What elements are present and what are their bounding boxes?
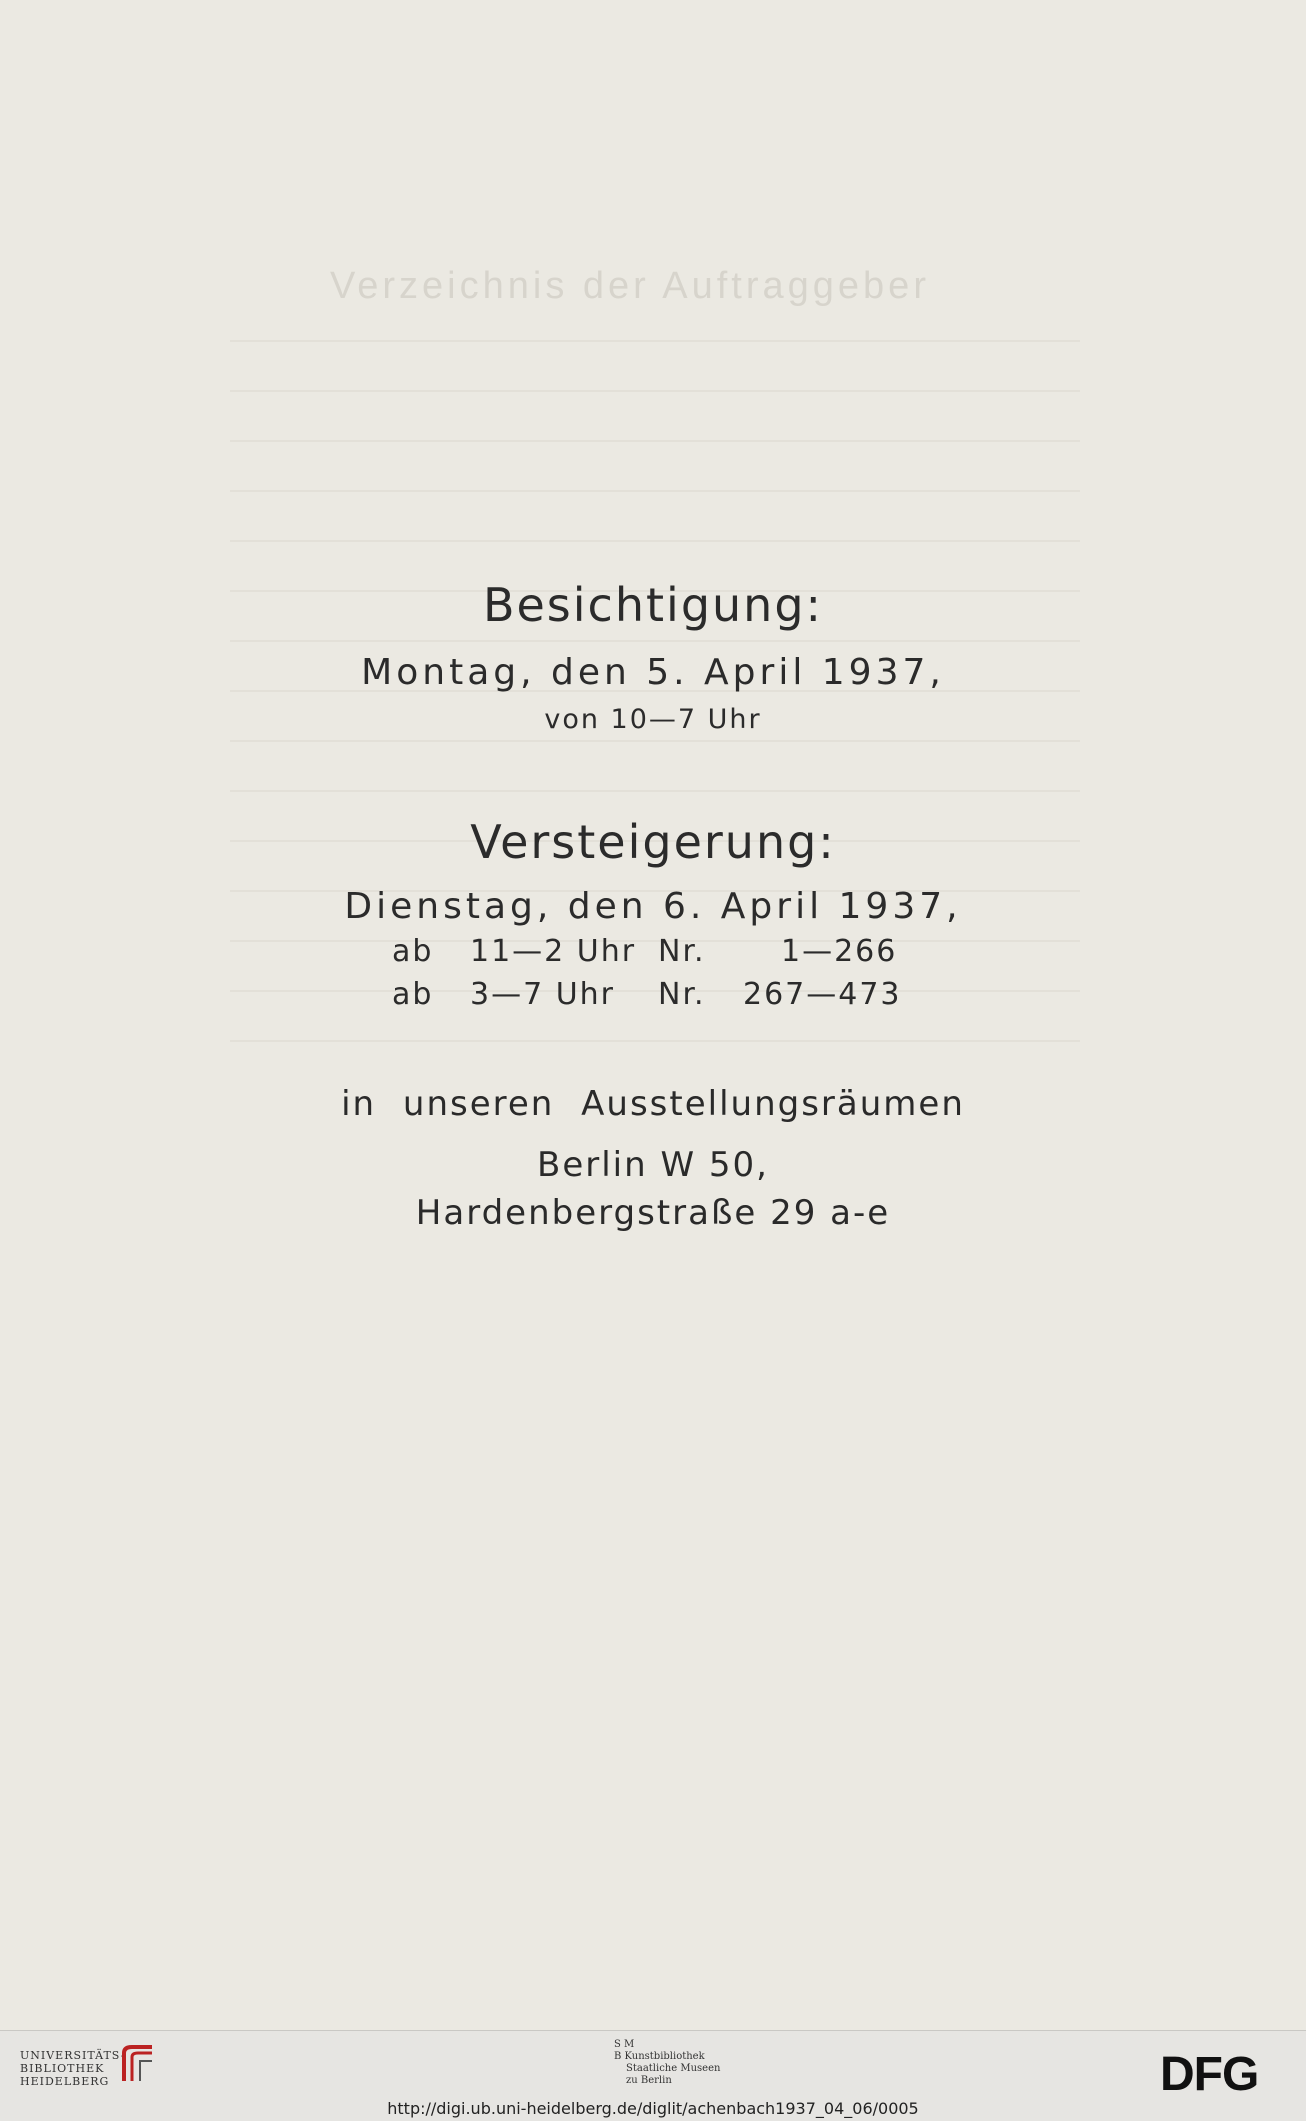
- session-time: 11—2 Uhr: [470, 934, 637, 969]
- university-line-1: UNIVERSITÄTS-: [20, 2049, 126, 2062]
- smb-line-2: B Kunstbibliothek: [614, 2051, 705, 2062]
- footer-bar: [0, 2030, 1306, 2121]
- session-prefix: ab: [392, 934, 434, 969]
- dfg-logo[interactable]: DFG: [1160, 2048, 1259, 2101]
- auction-heading: Versteigerung:: [470, 815, 836, 869]
- viewing-date: Montag, den 5. April 1937,: [361, 652, 945, 693]
- session-range: 1—266: [781, 934, 898, 969]
- bleed-through-text: Verzeichnis der Auftraggeber: [330, 265, 930, 307]
- viewing-time: von 10—7 Uhr: [544, 704, 762, 735]
- session-time: 3—7 Uhr: [470, 977, 616, 1012]
- session-range: 267—473: [743, 977, 902, 1012]
- university-emblem-icon: [118, 2043, 158, 2087]
- smb-logo[interactable]: [614, 2039, 720, 2087]
- auction-session-2: [392, 977, 912, 1012]
- smb-line-1: S M: [614, 2039, 635, 2050]
- session-prefix: ab: [392, 977, 434, 1012]
- location-line-2: Berlin W 50,: [537, 1145, 769, 1185]
- session-nr-label: Nr.: [658, 977, 706, 1012]
- smb-line-3: Staatliche Museen: [626, 2063, 721, 2074]
- smb-line-4: zu Berlin: [626, 2075, 672, 2086]
- location-line-3: Hardenbergstraße 29 a-e: [415, 1193, 891, 1233]
- location-line-1: in unseren Ausstellungsräumen: [341, 1084, 965, 1124]
- viewing-heading: Besichtigung:: [482, 578, 824, 632]
- auction-date: Dienstag, den 6. April 1937,: [344, 886, 962, 927]
- source-url[interactable]: http://digi.ub.uni-heidelberg.de/diglit/achenbach1937_04_06/0005: [387, 2099, 919, 2118]
- university-line-3: HEIDELBERG: [20, 2075, 110, 2088]
- auction-session-1: [392, 934, 912, 969]
- university-line-2: BIBLIOTHEK: [20, 2062, 105, 2075]
- session-nr-label: Nr.: [658, 934, 706, 969]
- university-library-logo[interactable]: [20, 2049, 125, 2088]
